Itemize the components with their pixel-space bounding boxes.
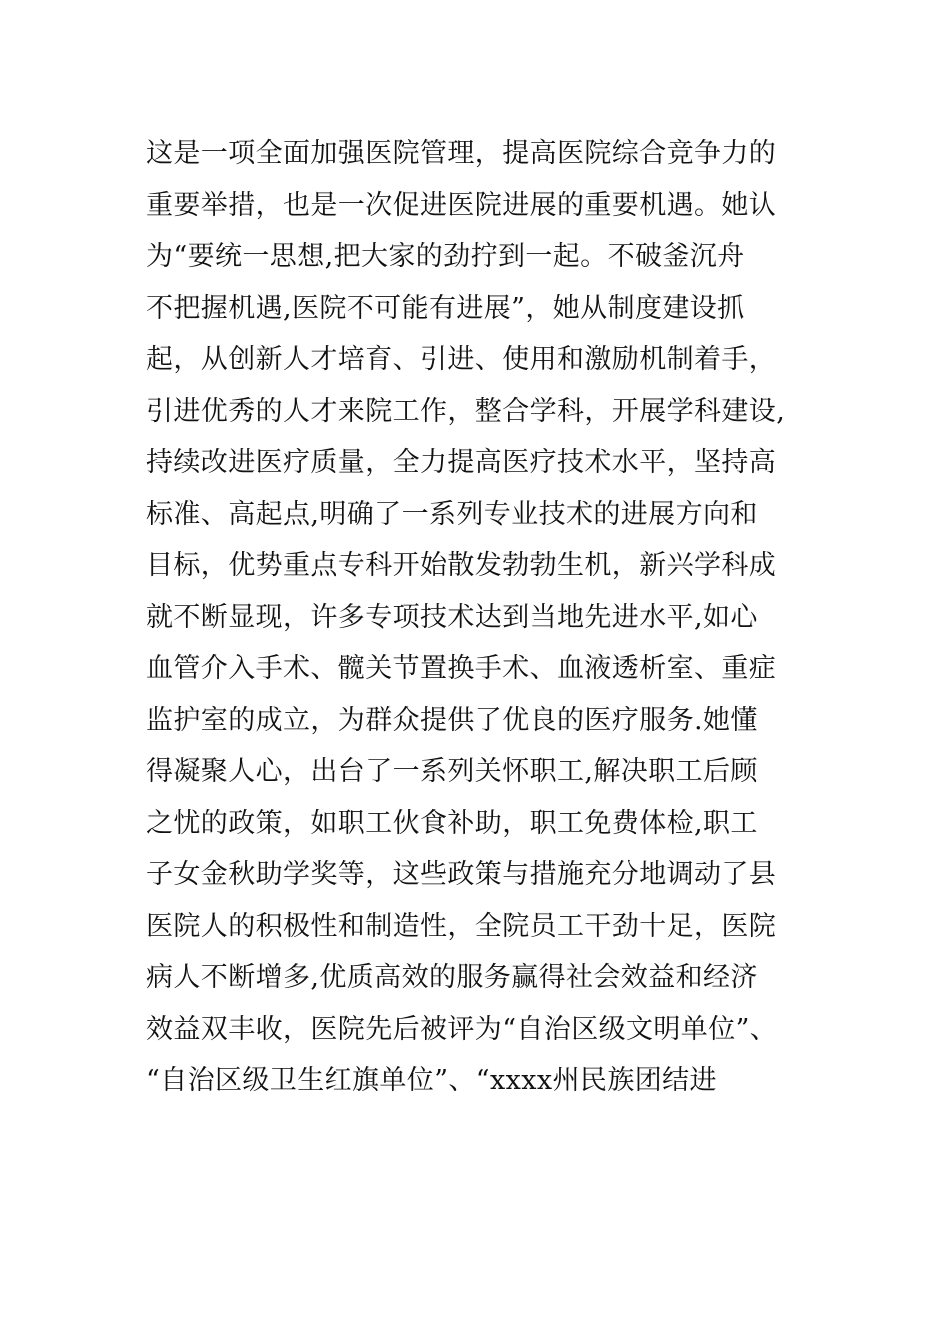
text-line: 就不断显现，许多专项技术达到当地先进水平,如心 [146,601,758,633]
text-line: 监护室的成立，为群众提供了优良的医疗服务.她懂 [146,704,758,736]
text-line: 持续改进医疗质量，全力提高医疗技术水平，坚持高 [146,447,777,478]
text-line: 得凝聚人心，出台了一系列关怀职工,解决职工后顾 [146,756,758,787]
text-line: 不把握机遇,医院不可能有进展”，她从制度建设抓 [146,292,745,324]
text-line: 重要举措，也是一次促进医院进展的重要机遇。她认 [146,189,777,221]
text-line: 标准、高起点,明确了一系列专业技术的进展方向和 [146,498,758,530]
text-line: “自治区级卫生红旗单位”、“xxxx州民族团结进 [146,1065,717,1096]
text-line: 这是一项全面加强医院管理，提高医院综合竞争力的 [146,138,777,169]
text-line: 起，从创新人才培育、引进、使用和激励机制着手， [146,344,777,375]
text-line: 效益双丰收，医院先后被评为“自治区级文明单位”、 [146,1013,778,1045]
text-line: 引进优秀的人才来院工作，整合学科，开展学科建设, [146,395,786,427]
body-paragraph [146,128,846,1107]
text-line: 子女金秋助学奖等，这些政策与措施充分地调动了县 [146,859,777,890]
text-line: 血管介入手术、髋关节置换手术、血液透析室、重症 [146,653,777,684]
text-line: 目标，优势重点专科开始散发勃勃生机，新兴学科成 [146,550,777,581]
text-line: 病人不断增多,优质高效的服务赢得社会效益和经济 [146,962,758,993]
text-line: 之忧的政策，如职工伙食补助，职工免费体检,职工 [146,807,758,839]
text-line: 医院人的积极性和制造性，全院员工干劲十足，医院 [146,910,777,942]
text-line: 为“要统一思想,把大家的劲拧到一起。不破釜沉舟 [146,241,745,272]
